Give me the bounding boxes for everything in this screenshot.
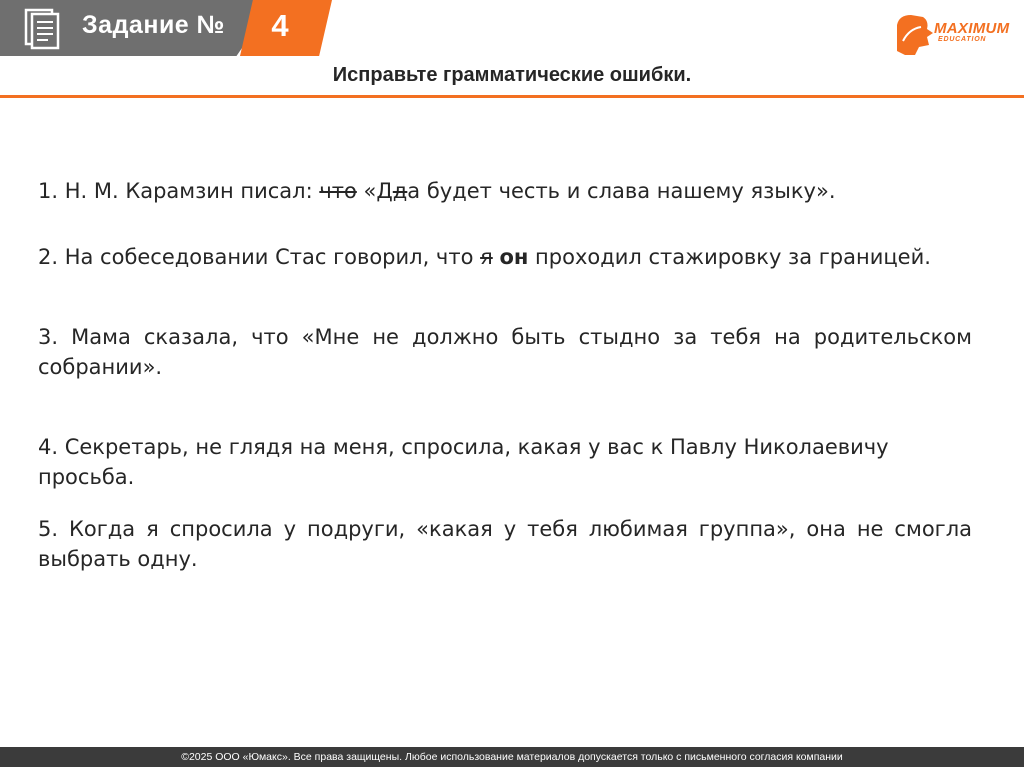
item-1-text-after: а будет честь и слава нашему языку».: [407, 179, 836, 203]
item-2-text-before: 2. На собеседовании Стас говорил, что: [38, 245, 481, 269]
item-1-text-before: 1. Н. М. Карамзин писал:: [38, 179, 320, 203]
exercise-item-1: [38, 176, 972, 206]
exercise-item-4: 4. Секретарь, не глядя на меня, спросила, какая у вас к Павлу Николаевичу просьба.: [38, 435, 889, 489]
instruction-title: Исправьте грамматические ошибки.: [332, 64, 692, 86]
exercise-item-3: 3. Мама сказала, что «Мне не должно быть стыдно за тебя на родительском собрании».: [38, 325, 972, 379]
item-2-text-after: проходил стажировку за границей.: [528, 245, 931, 269]
document-icon: [22, 6, 62, 50]
copyright-footer: ©2025 ООО «Юмакс». Все права защищены. Любое использование материалов допускается только с письменного согласия компании: [0, 747, 1024, 767]
header-divider: [0, 95, 1024, 98]
item-2-struck-word: я: [480, 245, 493, 269]
logo-subtitle: EDUCATION: [938, 36, 987, 43]
item-1-text-mid: «Д: [356, 179, 393, 203]
logo-name: MAXIMUM: [934, 20, 1010, 37]
item-1-struck-letter: д: [392, 179, 408, 203]
exercise-item-5: 5. Когда я спросила у подруги, «какая у тебя любимая группа», она не смогла выбрать одну.: [38, 517, 972, 571]
item-1-struck-word: что: [319, 179, 357, 203]
slide-header: [0, 0, 1024, 98]
item-2-inserted-word: он: [499, 245, 529, 269]
task-label: Задание №: [82, 11, 226, 39]
exercise-item-2: [38, 242, 972, 272]
task-number: 4: [271, 8, 289, 43]
